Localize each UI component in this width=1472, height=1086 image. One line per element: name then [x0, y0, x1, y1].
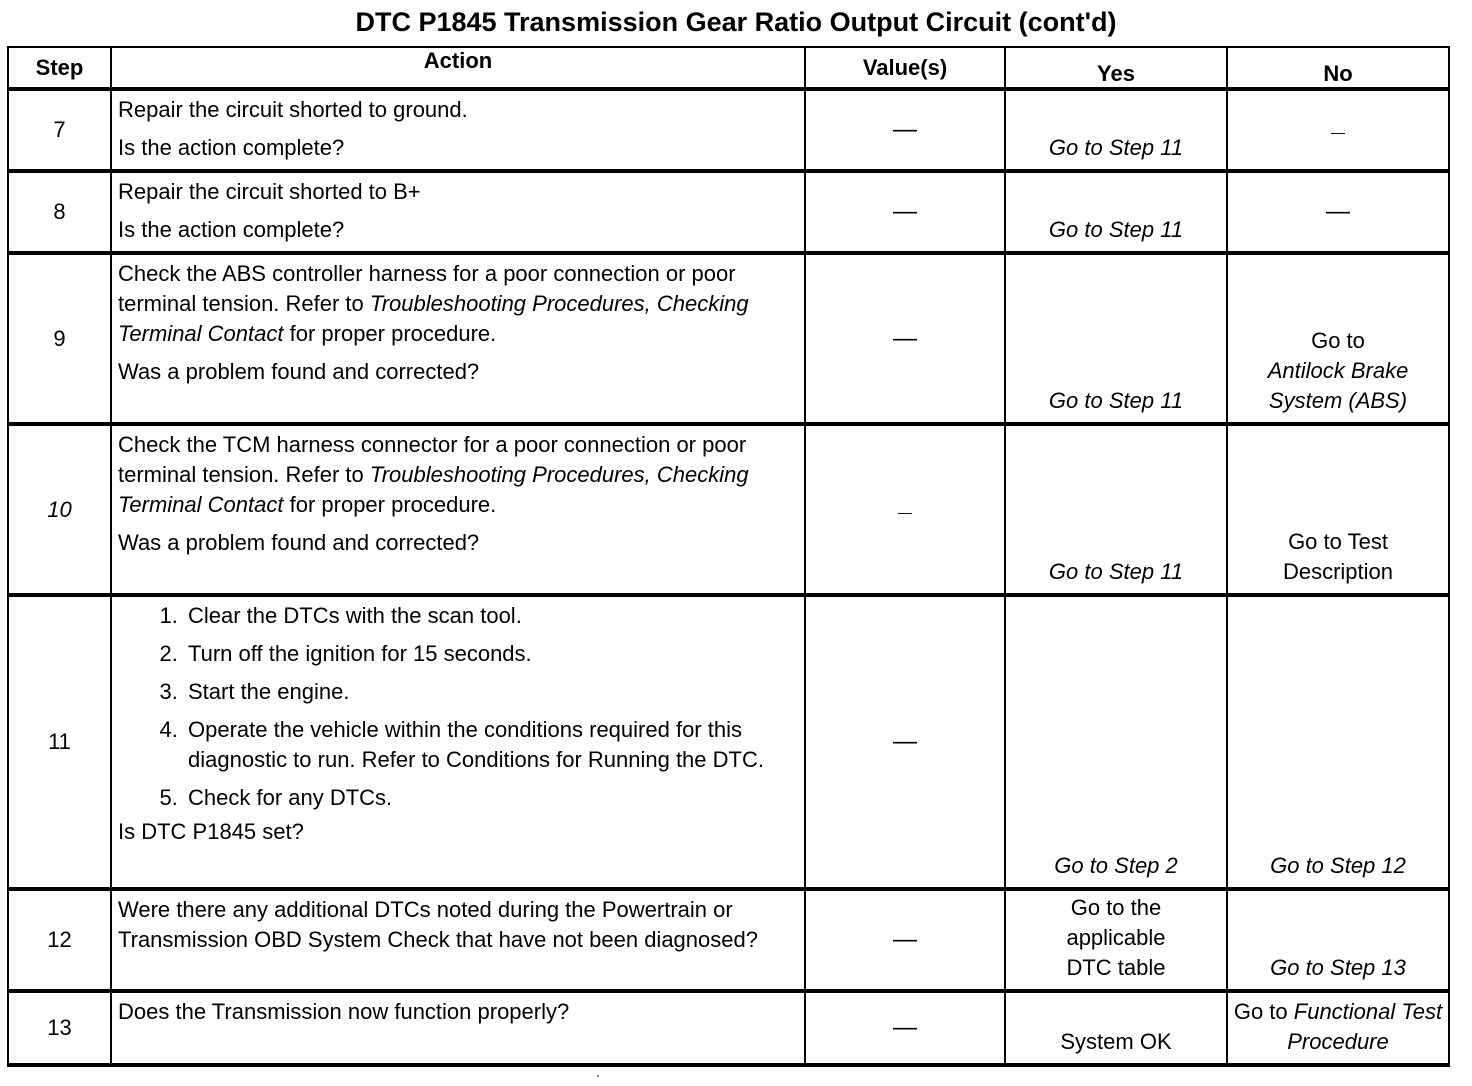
- table-row-step-13: [8, 991, 1449, 1065]
- yes-link[interactable]: Go to Step 11: [1048, 559, 1184, 584]
- yes-link[interactable]: Go to the applicable DTC table: [1066, 895, 1166, 980]
- table-row-step-10: [8, 424, 1449, 595]
- table-row-step-9: [8, 253, 1449, 424]
- yes-cell: [1005, 89, 1227, 171]
- yes-link[interactable]: System OK: [1060, 1029, 1172, 1054]
- value-cell: —: [805, 424, 1005, 595]
- action-question: Does the Transmission now function properly?: [118, 999, 570, 1024]
- action-question: Was a problem found and corrected?: [118, 359, 480, 384]
- reference-link[interactable]: Troubleshooting Procedures, Checking Terminal Contact: [118, 462, 749, 517]
- value-cell: —: [805, 89, 1005, 171]
- action-cell: [111, 991, 805, 1065]
- value-cell: —: [805, 889, 1005, 991]
- action-question: Was a problem found and corrected?: [118, 530, 480, 555]
- header-values: Value(s): [805, 47, 1005, 89]
- procedure-list: [118, 601, 798, 813]
- action-question: Is the action complete?: [118, 135, 345, 160]
- diagnostic-table: [7, 46, 1450, 1067]
- step-number: 9: [8, 253, 111, 424]
- value-cell: —: [805, 991, 1005, 1065]
- table-row-step-12: [8, 889, 1449, 991]
- yes-link[interactable]: Go to Step 11: [1048, 217, 1184, 242]
- action-text: Check the ABS controller harness for a poor connection or poor terminal tension. Refer to Troubleshooting Procedures, Checking Terminal Contact for proper procedure.: [118, 261, 749, 346]
- value-cell: —: [805, 595, 1005, 889]
- yes-link[interactable]: Go to Step 11: [1048, 135, 1184, 160]
- no-link[interactable]: Go to Step 13: [1270, 955, 1406, 980]
- yes-cell: [1005, 889, 1227, 991]
- yes-link[interactable]: Go to Step 11: [1048, 388, 1184, 413]
- yes-link[interactable]: Go to Step 2: [1054, 853, 1178, 878]
- header-yes: Yes: [1005, 47, 1227, 89]
- list-item: 1. Clear the DTCs with the scan tool.: [184, 601, 798, 631]
- list-item: 5. Check for any DTCs.: [184, 783, 798, 813]
- step-number: 11: [8, 595, 111, 889]
- no-cell: —: [1227, 89, 1449, 171]
- header-no: No: [1227, 47, 1449, 89]
- table-row-step-7: [8, 89, 1449, 171]
- action-cell: [111, 595, 805, 889]
- action-cell: [111, 889, 805, 991]
- list-item: 3. Start the engine.: [184, 677, 798, 707]
- step-number: 8: [8, 171, 111, 253]
- header-action: Action: [111, 47, 805, 89]
- no-cell: [1227, 889, 1449, 991]
- no-cell: [1227, 253, 1449, 424]
- action-text: Repair the circuit shorted to B+: [118, 179, 421, 204]
- no-cell: —: [1227, 171, 1449, 253]
- table-row-step-11: [8, 595, 1449, 889]
- action-question: Were there any additional DTCs noted during the Powertrain or Transmission OBD System Check that have not been diagnosed?: [118, 897, 758, 952]
- no-cell: [1227, 424, 1449, 595]
- no-cell: [1227, 595, 1449, 889]
- no-link[interactable]: Go to Test Description: [1282, 529, 1394, 584]
- table-row-step-8: [8, 171, 1449, 253]
- action-cell: [111, 171, 805, 253]
- table-header-row: [8, 47, 1449, 89]
- action-cell: [111, 89, 805, 171]
- step-number: 12: [8, 889, 111, 991]
- step-number: 7: [8, 89, 111, 171]
- action-question: Is the action complete?: [118, 217, 345, 242]
- action-cell: [111, 253, 805, 424]
- step-number: 13: [8, 991, 111, 1065]
- yes-cell: [1005, 595, 1227, 889]
- action-text: Check the TCM harness connector for a poor connection or poor terminal tension. Refer to Troubleshooting Procedures, Checking Terminal Contact for proper procedure.: [118, 432, 749, 517]
- no-link[interactable]: Go to Antilock Brake System (ABS): [1267, 328, 1409, 413]
- list-item: 2. Turn off the ignition for 15 seconds.: [184, 639, 798, 669]
- action-question: Is DTC P1845 set?: [118, 819, 304, 844]
- no-cell: [1227, 991, 1449, 1065]
- value-cell: —: [805, 253, 1005, 424]
- page-title: DTC P1845 Transmission Gear Ratio Output Circuit (cont'd): [355, 7, 1117, 37]
- no-link[interactable]: Go to Step 12: [1270, 853, 1406, 878]
- action-cell: [111, 424, 805, 595]
- value-cell: —: [805, 171, 1005, 253]
- scan-speck: [597, 1075, 599, 1077]
- yes-cell: [1005, 253, 1227, 424]
- action-text: Repair the circuit shorted to ground.: [118, 97, 468, 122]
- list-item: 4. Operate the vehicle within the conditions required for this diagnostic to run. Refer to Conditions for Running the DTC.: [184, 715, 798, 775]
- yes-cell: [1005, 171, 1227, 253]
- no-link[interactable]: Go to Functional Test Procedure: [1233, 999, 1443, 1054]
- step-number: 10: [8, 424, 111, 595]
- yes-cell: [1005, 991, 1227, 1065]
- yes-cell: [1005, 424, 1227, 595]
- header-step: Step: [8, 47, 111, 89]
- reference-link[interactable]: Troubleshooting Procedures, Checking Terminal Contact: [118, 291, 749, 346]
